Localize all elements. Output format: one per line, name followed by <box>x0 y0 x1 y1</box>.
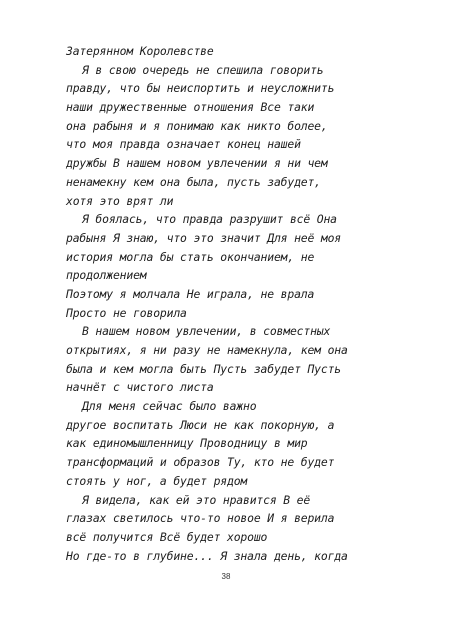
text-line: открытиях, я ни разу не намекнула, кем она <box>66 343 348 357</box>
text-line: была и кем могла быть Пусть забудет Пусть <box>66 361 342 376</box>
text-line: начнёт с чистого листа <box>66 380 214 395</box>
page-text <box>66 42 402 565</box>
text-line: что моя правда означает конец нашей <box>66 137 301 152</box>
text-line: Я боялась, что правда разрушит всё Она <box>82 212 337 227</box>
text-line: Затерянном Королевстве <box>66 44 214 58</box>
text-line: правду, что бы неиспортить и неусложнить <box>66 81 335 96</box>
text-line: она рабыня и я понимаю как никто более, <box>66 118 328 133</box>
text-line: всё получится Всё будет хорошо <box>66 529 268 544</box>
text-line: хотя это врят ли <box>66 193 174 208</box>
text-line: продолжением <box>66 268 147 283</box>
text-line: рабыня Я знаю, что это значит Для неё моя <box>66 230 342 245</box>
text-line: история могла бы стать окончанием, не <box>66 249 315 264</box>
text-line: Поэтому я молчала Не играла, не врала <box>66 286 315 301</box>
text-line: стоять у ног, а будет рядом <box>66 473 248 488</box>
page-number: 38 <box>221 572 231 581</box>
text-line: В нашем новом увлечении, в совместных <box>82 324 331 339</box>
text-line: Но где-то в глубине... Я знала день, когда <box>66 548 348 563</box>
text-line: другое воспитать Люси не как покорную, а <box>66 417 335 432</box>
text-line: Я в свою очередь не спешила говорить <box>82 62 324 77</box>
text-line: наши дружественные отношения Все таки <box>66 100 315 115</box>
text-line: трансформаций и образов Ту, кто не будет <box>66 455 335 470</box>
text-line: Я видела, как ей это нравится В её <box>82 492 311 507</box>
text-line: дружбы В нашем новом увлечении я ни чем <box>66 156 328 171</box>
text-line: как единомышленницу Проводницу в мир <box>66 436 308 451</box>
text-line: ненамекну кем она была, пусть забудет, <box>66 174 321 189</box>
text-line: Просто не говорила <box>66 305 187 320</box>
text-line: глазах светилось что-то новое И я верила <box>66 511 335 526</box>
text-line: Для меня сейчас было важно <box>82 399 257 414</box>
